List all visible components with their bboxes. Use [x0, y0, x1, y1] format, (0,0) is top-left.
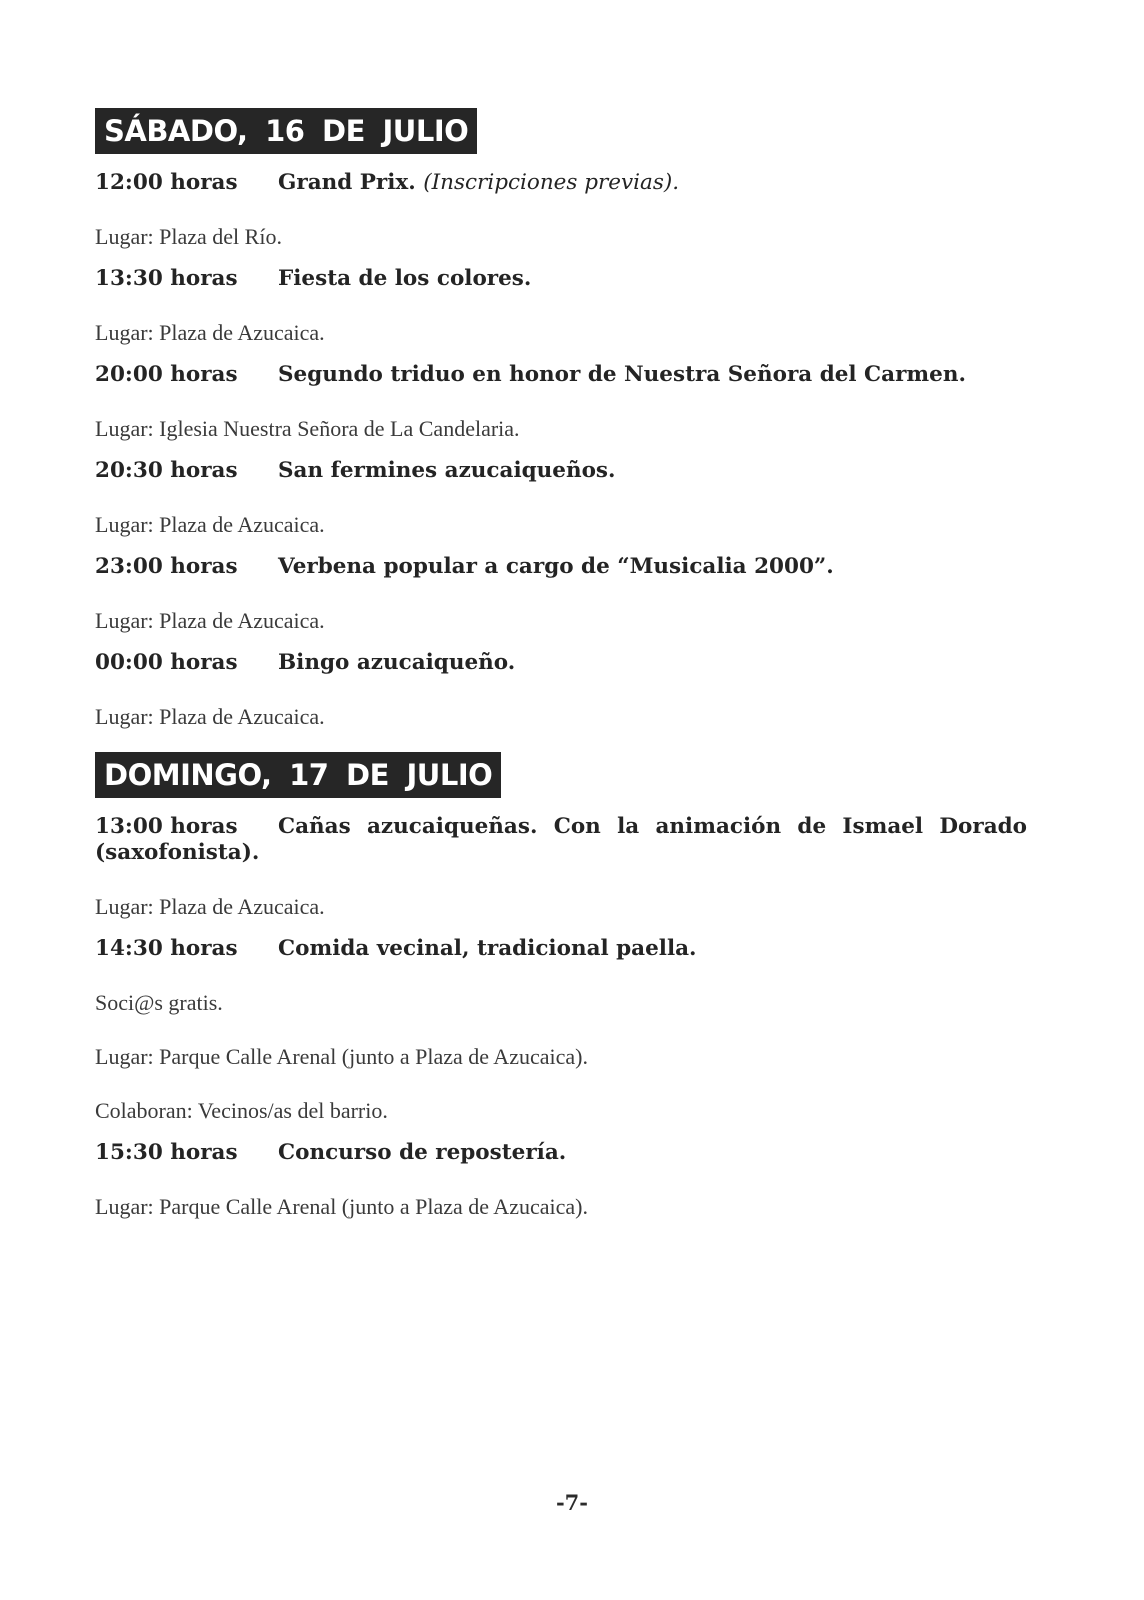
event-location: Lugar: Parque Calle Arenal (junto a Plaza de Azucaica). [95, 1194, 588, 1219]
day-header: DOMINGO, 17 DE JULIO [95, 752, 501, 798]
event-title: Verbena popular a cargo de “Musicalia 2000”. [278, 554, 834, 579]
event-title: Bingo azucaiqueño. [278, 650, 516, 675]
event-title: Comida vecinal, tradicional paella. [278, 936, 697, 961]
event-title: Grand Prix. [278, 170, 416, 195]
event-row [95, 266, 1027, 292]
event-time: 13:30 horas [95, 266, 238, 291]
event-row [95, 814, 1027, 866]
event-time: 00:00 horas [95, 650, 238, 675]
event-location: Lugar: Plaza de Azucaica. [95, 320, 325, 345]
event-location: Lugar: Plaza de Azucaica. [95, 512, 325, 537]
event-title: Segundo triduo en honor de Nuestra Señora del Carmen. [278, 362, 966, 387]
event-row [95, 1140, 1027, 1166]
event-time: 20:30 horas [95, 458, 238, 483]
event-location: Lugar: Plaza de Azucaica. [95, 894, 325, 919]
event-location: Lugar: Plaza del Río. [95, 224, 282, 249]
event-row [95, 362, 1027, 388]
event-title: Cañas azucaiqueñas. Con la animación de Ismael Dorado (saxofonista). [95, 814, 1027, 865]
day-section-sunday [95, 752, 1027, 1220]
program-page [95, 108, 1027, 1220]
day-section-saturday [95, 108, 1027, 730]
event-collaborators: Colaboran: Vecinos/as del barrio. [95, 1098, 388, 1123]
event-time: 12:00 horas [95, 170, 238, 195]
page-number: -7- [555, 1490, 589, 1515]
event-location: Lugar: Iglesia Nuestra Señora de La Candelaria. [95, 416, 520, 441]
event-location: Lugar: Plaza de Azucaica. [95, 704, 325, 729]
event-row [95, 936, 1027, 962]
event-location: Lugar: Plaza de Azucaica. [95, 608, 325, 633]
event-title: Fiesta de los colores. [278, 266, 532, 291]
event-title: San fermines azucaiqueños. [278, 458, 616, 483]
day-header: SÁBADO, 16 DE JULIO [95, 108, 477, 154]
event-note: (Inscripciones previas). [423, 170, 680, 195]
event-location: Lugar: Parque Calle Arenal (junto a Plaza de Azucaica). [95, 1044, 588, 1069]
event-time: 20:00 horas [95, 362, 238, 387]
event-row [95, 458, 1027, 484]
event-row [95, 554, 1027, 580]
event-row [95, 650, 1027, 676]
event-detail: Soci@s gratis. [95, 990, 223, 1015]
event-time: 23:00 horas [95, 554, 238, 579]
event-row [95, 170, 1027, 196]
event-title: Concurso de repostería. [278, 1140, 567, 1165]
event-time: 13:00 horas [95, 814, 238, 839]
event-time: 14:30 horas [95, 936, 238, 961]
event-time: 15:30 horas [95, 1140, 238, 1165]
